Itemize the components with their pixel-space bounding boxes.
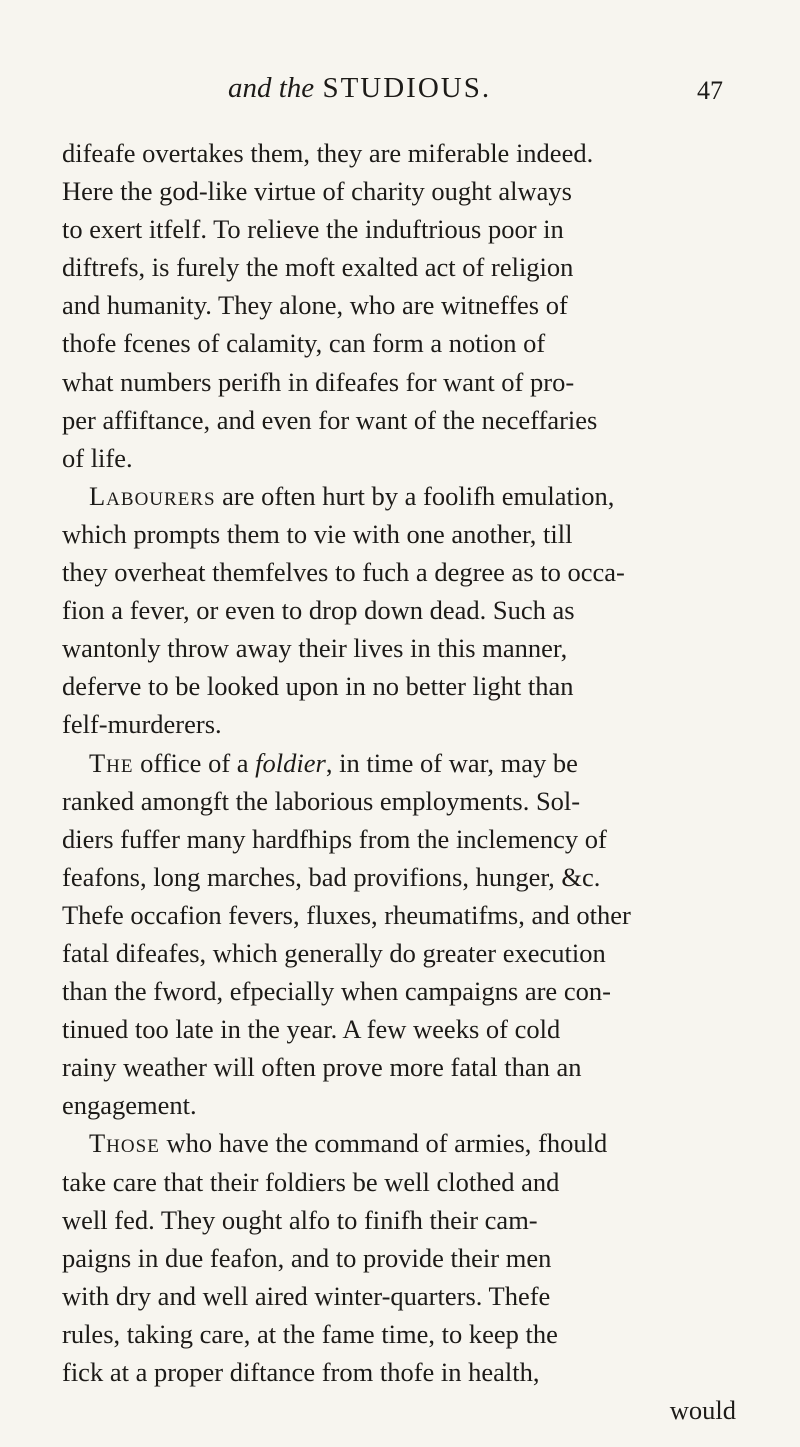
italic-word: foldier: [255, 747, 326, 778]
catchword: would: [669, 1395, 736, 1426]
text-line: which prompts them to vie with one another, till: [62, 518, 573, 549]
paragraph-lead-word: The: [89, 747, 134, 778]
text-line: feafons, long marches, bad provifions, hunger, &c.: [62, 861, 601, 892]
text-line: engagement.: [62, 1090, 197, 1121]
running-head-prefix: and the: [228, 72, 315, 104]
text-line: to exert itfelf. To relieve the induftrious poor in: [62, 214, 564, 245]
paragraph-lead-word: Those: [89, 1128, 160, 1159]
text-line: rules, taking care, at the fame time, to keep the: [62, 1318, 558, 1349]
paragraph-lead-word: Labourers: [89, 480, 216, 511]
text-line: what numbers perifh in difeafes for want of pro-: [62, 366, 575, 397]
text-line: take care that their foldiers be well clothed and: [62, 1166, 560, 1197]
paragraph-start-labourers: Labourers are often hurt by a foolifh emulation,: [89, 480, 615, 511]
text-line: tinued too late in the year. A few weeks of cold: [62, 1014, 561, 1045]
text-line: and humanity. They alone, who are witneffes of: [62, 290, 568, 321]
text-line: rainy weather will often prove more fatal than an: [62, 1052, 582, 1083]
paragraph-start-those: Those who have the command of armies, fhould: [89, 1128, 608, 1159]
text-line: with dry and well aired winter-quarters. Thefe: [62, 1280, 551, 1311]
page-number: 47: [697, 76, 723, 105]
text-line: difeafe overtakes them, they are miferable indeed.: [62, 138, 594, 168]
text-line: of life.: [62, 442, 133, 473]
text-line: wantonly throw away their lives in this manner,: [62, 633, 568, 664]
running-head: [0, 72, 800, 112]
text-line: fion a fever, or even to drop down dead. Such as: [62, 595, 575, 626]
paragraph-start-soldier: The office of a foldier, in time of war, may be: [89, 747, 578, 778]
text-line: ranked amongft the laborious employments. Sol-: [62, 785, 581, 816]
text-line: deferve to be looked upon in no better light than: [62, 671, 574, 702]
running-head-title: [228, 72, 491, 105]
text-line: per affiftance, and even for want of the neceffaries: [62, 404, 598, 435]
text-line: than the fword, efpecially when campaigns are con-: [62, 976, 611, 1007]
text-line: well fed. They ought alfo to finifh their cam-: [62, 1204, 538, 1235]
text-line: fick at a proper diftance from thofe in health,: [62, 1357, 540, 1387]
text-line: they overheat themfelves to fuch a degree as to occa-: [62, 557, 625, 588]
text-line: paigns in due feafon, and to provide their men: [62, 1242, 552, 1273]
text-line: diers fuffer many hardfhips from the inclemency of: [62, 823, 607, 854]
running-head-main: STUDIOUS.: [322, 72, 492, 104]
text-line: diftrefs, is furely the moft exalted act of religion: [62, 252, 574, 283]
text-line: Thefe occafion fevers, fluxes, rheumatifms, and other: [62, 899, 631, 930]
text-line: felf-murderers.: [62, 709, 222, 740]
body-text: [62, 134, 736, 1429]
text-line: fatal difeafes, which generally do greater execution: [62, 937, 606, 968]
text-line: thofe fcenes of calamity, can form a notion of: [62, 328, 546, 359]
text-line: Here the god-like virtue of charity ought always: [62, 176, 572, 207]
